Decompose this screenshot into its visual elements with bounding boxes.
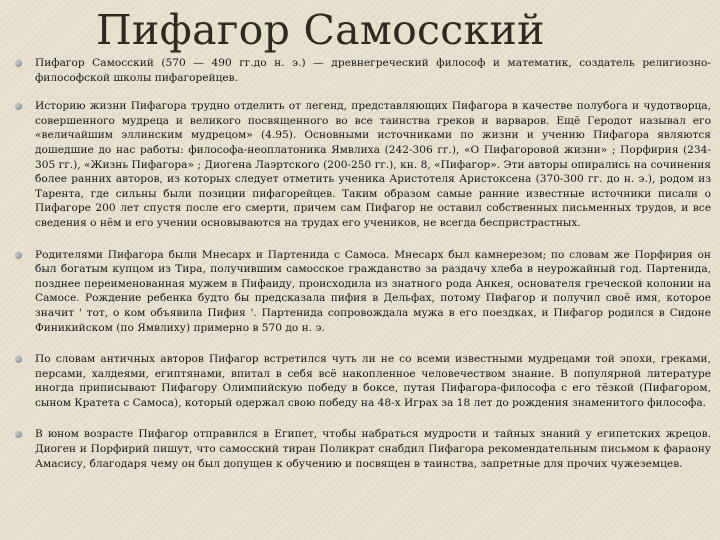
bullet-icon <box>15 60 22 67</box>
bullet-item <box>12 352 711 410</box>
bullet-list <box>12 56 711 488</box>
bullet-text: Пифагор Самосский (570 — 490 гг.до н. э.) — древнегреческий философ и математик, создатель религиозно-философской школы пифагорейцев. <box>35 57 711 84</box>
bullet-text: По словам античных авторов Пифагор встретился чуть ли не со всеми известными мудрецами той эпохи, греками, персами, халдеями, египтянами, впитал в себя всё накопленное человечеством знание. В популярной литературе иногда приписывают Пифагору Олимпийскую победу в боксе, путая Пифагора-философа с его тёзкой (Пифагором, сыном Кратета с Самоса), который одержал свою победу на 48-х Играх за 18 лет до рождения знаменитого философа. <box>35 353 711 409</box>
bullet-icon <box>15 356 22 363</box>
bullet-icon <box>15 431 22 438</box>
slide-title: Пифагор Самосский <box>96 6 545 54</box>
bullet-item <box>12 99 711 230</box>
bullet-item <box>12 248 711 336</box>
bullet-text: В юном возрасте Пифагор отправился в Египет, чтобы набраться мудрости и тайных знаний у египетских жрецов. Диоген и Порфирий пишут, что самосский тиран Поликрат снабдил Пифагора рекомендательным письмом к фараону Амасису, благодаря чему он был допущен к обучению и посвящен в таинства, запретные для прочих чужеземцев. <box>35 428 711 470</box>
bullet-icon <box>15 252 22 259</box>
bullet-icon <box>15 103 22 110</box>
bullet-text: Родителями Пифагора были Мнесарх и Партенида с Самоса. Мнесарх был камнерезом; по словам же Порфирия он был богатым купцом из Тира, получившим самосское гражданство за раздачу хлеба в неурожайный год. Партенида, позднее переименованная мужем в Пифаиду, происходила из знатного рода Анкея, основателя греческой колонии на Самосе. Рождение ребенка будто бы предсказала пифия в Дельфах, потому Пифагор и получил своё имя, которое значит ' тот, о ком объявила Пифия '. Партенида сопровождала мужа в его поездках, и Пифагор родился в Сидоне Финикийском (по Ямвлиху) примерно в 570 до н. э. <box>35 248 711 334</box>
bullet-text: Историю жизни Пифагора трудно отделить от легенд, представляющих Пифагора в качестве полубога и чудотворца, совершенного мудреца и великого посвященного во все таинства греков и варваров. Ещё Геродот называл его «величайшим эллинским мудрецом» (4.95). Основными источниками по жизни и учению Пифагора являются дошедшие до нас работы: философа-неоплатоника Ямвлиха (242-306 гг.), «О Пифагоровой жизни» ; Порфирия (234-305 гг.), «Жизнь Пифагора» ; Диогена Лаэртского (200-250 гг.), кн. 8, «Пифагор». Эти авторы опирались на сочинения более ранних авторов, из которых следует отметить ученика Аристотеля Аристоксена (370-300 гг. до н. э.), родом из Тарента, где сильны были позиции пифагорейцев. Таким образом самые ранние известные источники писали о Пифагоре 200 лет спустя после его смерти, причем сам Пифагор не оставил собственных письменных трудов, и все сведения о нём и его учении основываются на трудах его учеников, не всегда беспристрастных. <box>35 100 711 229</box>
bullet-item <box>12 56 711 85</box>
bullet-item <box>12 427 711 471</box>
